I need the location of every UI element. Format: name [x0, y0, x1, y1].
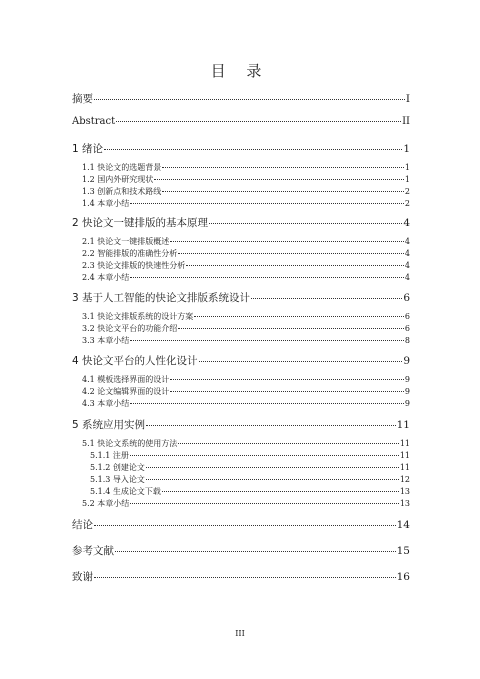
toc-entry[interactable] — [72, 311, 410, 322]
toc-entry-page: 9 — [404, 387, 410, 396]
toc-entry-page: 16 — [396, 571, 410, 583]
dot-leader — [130, 403, 404, 404]
toc-entry-page: II — [402, 116, 410, 127]
toc-entry-page: 14 — [396, 519, 410, 531]
toc-entry-label: 2.2 智能排版的准确性分析 — [82, 249, 178, 258]
toc-entry-label: 5.1.4 生成论文下载 — [90, 487, 161, 496]
toc-entry-label: 3.3 本章小结 — [82, 336, 130, 345]
toc-entry[interactable] — [72, 438, 410, 449]
toc-entry-page: 15 — [396, 545, 410, 557]
toc-entry-label: 5 系统应用实例 — [72, 419, 146, 431]
toc-entry-label: 5.1 快论文系统的使用方法 — [82, 439, 178, 448]
toc-entry[interactable] — [72, 569, 410, 584]
toc-entry-page: 4 — [404, 249, 410, 258]
toc-entry-page: 11 — [399, 439, 410, 448]
dot-leader — [130, 340, 404, 341]
dot-leader — [130, 203, 404, 204]
dot-leader — [178, 443, 399, 444]
toc-entry[interactable] — [72, 116, 410, 127]
toc-entry-page: 2 — [404, 199, 410, 208]
toc-entry-label: 2.1 快论文一键排版概述 — [82, 237, 170, 246]
toc-entry-page: 11 — [399, 463, 410, 472]
dot-leader — [162, 491, 399, 492]
toc-entry-label: 3 基于人工智能的快论文排版系统设计 — [72, 292, 251, 304]
page-number: III — [235, 629, 245, 638]
toc-entry[interactable] — [72, 486, 410, 497]
dot-leader — [146, 479, 399, 480]
dot-leader — [170, 379, 404, 380]
toc-entry-page: 11 — [396, 419, 410, 431]
toc-entry-page: 11 — [399, 451, 410, 460]
toc-entry-page: 6 — [403, 292, 410, 304]
toc-entry-label: 5.1.3 导入论文 — [90, 475, 145, 484]
toc-entry-page: 1 — [404, 163, 410, 172]
toc-entry-label: 1.1 快论文的选题背景 — [82, 163, 162, 172]
dot-leader — [130, 455, 399, 456]
toc-entry-label: 5.1.1 注册 — [90, 451, 129, 460]
toc-entry[interactable] — [72, 398, 410, 409]
toc-entry-page: 1 — [404, 175, 410, 184]
toc-entry-label: 致谢 — [72, 571, 93, 583]
toc-entry-page: 4 — [404, 261, 410, 270]
toc-entry-page: I — [405, 93, 410, 105]
toc-entry-label: 1.2 国内外研究现状 — [82, 175, 154, 184]
dot-leader — [104, 149, 402, 150]
toc-entry-label: 4 快论文平台的人性化设计 — [72, 355, 198, 367]
toc-entry-label: 4.2 论文编辑界面的设计 — [82, 387, 170, 396]
dot-leader — [178, 328, 404, 329]
dot-leader — [146, 425, 396, 426]
toc-entry[interactable] — [72, 517, 410, 532]
toc-entry[interactable] — [72, 290, 410, 305]
toc-entry-label: 参考文献 — [72, 545, 114, 557]
toc-entry[interactable] — [72, 91, 410, 106]
toc-entry-page: 13 — [399, 499, 410, 508]
toc-title: 目 录 — [210, 62, 270, 80]
toc-entry[interactable] — [72, 450, 410, 461]
dot-leader — [130, 503, 399, 504]
toc-entry[interactable] — [72, 215, 410, 230]
toc-entry[interactable] — [72, 236, 410, 247]
toc-entry-label: 2.4 本章小结 — [82, 273, 130, 282]
dot-leader — [130, 277, 404, 278]
toc-entry[interactable] — [72, 474, 410, 485]
toc-entry[interactable] — [72, 374, 410, 385]
toc-entry-label: 3.1 快论文排版系统的设计方案 — [82, 312, 194, 321]
toc-entry[interactable] — [72, 174, 410, 185]
dot-leader — [94, 525, 396, 526]
toc-entry-page: 4 — [404, 237, 410, 246]
toc-entry-label: 2.3 快论文排版的快速性分析 — [82, 261, 186, 270]
toc-entry-label: 结论 — [72, 519, 93, 531]
toc-entry[interactable] — [72, 248, 410, 259]
toc-entry-page: 2 — [404, 187, 410, 196]
toc-entry-page: 6 — [404, 324, 410, 333]
toc-entry[interactable] — [72, 417, 410, 432]
toc-entry-page: 9 — [404, 375, 410, 384]
dot-leader — [162, 167, 404, 168]
dot-leader — [178, 253, 404, 254]
toc-entry-label: 1 绪论 — [72, 143, 104, 155]
dot-leader — [115, 551, 396, 552]
dot-leader — [251, 298, 402, 299]
toc-entry-page: 12 — [399, 475, 410, 484]
dot-leader — [116, 121, 401, 122]
toc-entry-label: 4.1 模板选择界面的设计 — [82, 375, 170, 384]
toc-entry[interactable] — [72, 162, 410, 173]
toc-entry-page: 9 — [403, 355, 410, 367]
toc-entry-label: Abstract — [72, 116, 116, 127]
toc-entry-label: 5.2 本章小结 — [82, 499, 130, 508]
toc-entry[interactable] — [72, 186, 410, 197]
toc-entry-label: 2 快论文一键排版的基本原理 — [72, 217, 209, 229]
dot-leader — [162, 191, 404, 192]
dot-leader — [194, 316, 404, 317]
dot-leader — [170, 241, 404, 242]
dot-leader — [186, 265, 404, 266]
toc-entry[interactable] — [72, 462, 410, 473]
toc-entry-page: 6 — [404, 312, 410, 321]
toc-entry-page: 4 — [404, 273, 410, 282]
dot-leader — [170, 391, 404, 392]
toc-entry[interactable] — [72, 386, 410, 397]
toc-entry[interactable] — [72, 198, 410, 209]
dot-leader — [94, 99, 405, 100]
toc-entry-page: 13 — [399, 487, 410, 496]
toc-entry[interactable] — [72, 353, 410, 368]
toc-entry[interactable] — [72, 543, 410, 558]
dot-leader — [94, 577, 396, 578]
toc-entry-label: 1.3 创新点和技术路线 — [82, 187, 162, 196]
toc-entry-label: 1.4 本章小结 — [82, 199, 130, 208]
toc-entry[interactable] — [72, 323, 410, 334]
toc-entry[interactable] — [72, 260, 410, 271]
dot-leader — [199, 361, 403, 362]
toc-entry-page: 9 — [404, 399, 410, 408]
toc-entry-page: 1 — [403, 143, 410, 155]
toc-entry-page: 4 — [403, 217, 410, 229]
toc-entry-label: 3.2 快论文平台的功能介绍 — [82, 324, 178, 333]
dot-leader — [154, 179, 404, 180]
dot-leader — [209, 223, 402, 224]
toc-entry[interactable] — [72, 272, 410, 283]
toc-entry[interactable] — [72, 335, 410, 346]
toc-entry-label: 摘要 — [72, 93, 93, 105]
toc-entry[interactable] — [72, 141, 410, 156]
toc-entry-label: 4.3 本章小结 — [82, 399, 130, 408]
dot-leader — [146, 467, 399, 468]
toc-entry[interactable] — [72, 498, 410, 509]
toc-entry-page: 8 — [404, 336, 410, 345]
toc-entry-label: 5.1.2 创建论文 — [90, 463, 145, 472]
